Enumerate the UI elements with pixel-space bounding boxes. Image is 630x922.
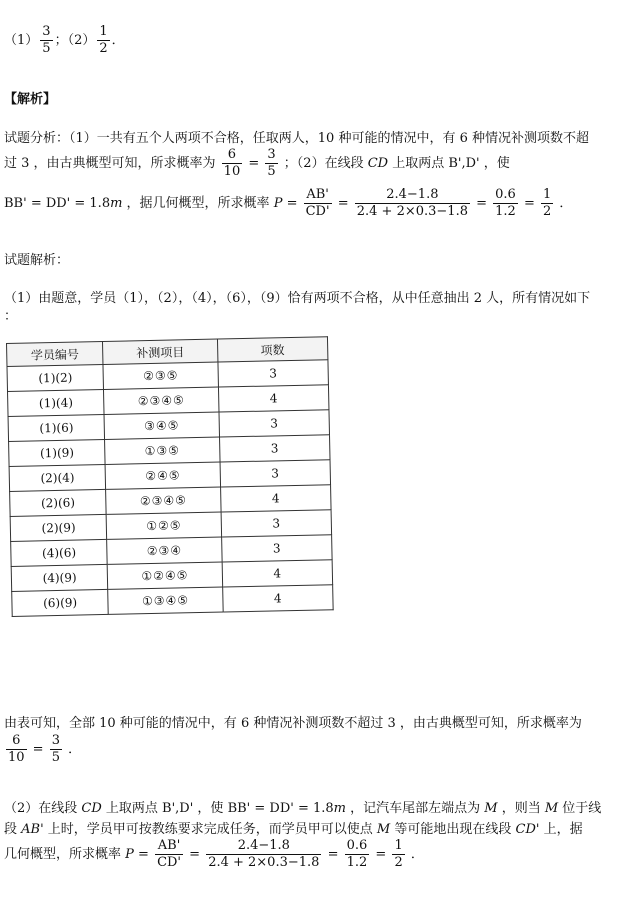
fraction-numerator: 2.4−1.8	[206, 838, 321, 855]
fraction-numerator: 1	[99, 24, 108, 39]
part2-geo-fraction-4	[392, 838, 404, 871]
part2-text: 几何概型，所求概率	[4, 847, 126, 862]
results-table	[6, 336, 334, 617]
part2-text: （2）在线段	[4, 801, 82, 816]
cell-student-id: (2)(6)	[10, 489, 107, 516]
cell-student-id: (1)(6)	[8, 414, 105, 441]
cell-item-count: 3	[220, 460, 331, 487]
part2-end: ．	[406, 847, 424, 862]
table-row	[12, 585, 333, 617]
math-symbol: M	[376, 822, 391, 837]
header-retest-items: 补测项目	[103, 339, 218, 364]
analysis-end: ．	[555, 196, 573, 211]
cell-student-id: (4)(9)	[11, 564, 108, 591]
fraction-denominator: 1.2	[346, 855, 368, 870]
fraction-denominator: CD'	[157, 855, 182, 870]
equals-sign: =	[471, 196, 492, 211]
fraction-numerator: AB'	[304, 187, 332, 204]
conclusion-fraction-a	[6, 733, 27, 766]
equals-sign: =	[28, 742, 48, 757]
cell-retest-items: ①③⑤	[105, 437, 220, 464]
fraction-numerator: 3	[267, 147, 276, 162]
solution-line-1: （1）由题意，学员（1），（2），（4），（6），（9）恰有两项不合格，从中任意抽出 2 人，所有情况如下	[4, 291, 591, 306]
analysis-line-3	[4, 187, 572, 220]
equals-sign: =	[519, 196, 540, 211]
math-symbol: P	[125, 847, 134, 862]
fraction-numerator: 6	[6, 733, 27, 750]
cell-retest-items: ②③④⑤	[106, 487, 221, 514]
cell-student-id: (4)(6)	[11, 539, 108, 566]
part2-text: 段	[4, 822, 22, 837]
cell-item-count: 4	[220, 485, 331, 512]
fraction-numerator: 2.4−1.8	[355, 187, 470, 204]
conclusion-line-2	[4, 733, 81, 766]
part2-geo-fraction-2	[206, 838, 321, 871]
math-symbol: M	[484, 801, 498, 816]
cell-item-count: 3	[219, 435, 330, 462]
equals-sign: =	[244, 156, 264, 171]
answer-fraction-2	[97, 24, 109, 57]
part2-line-1	[4, 797, 601, 816]
conclusion-line-1: 由表可知，全部 10 种可能的情况中，有 6 种情况补测项数不超过 3 ，由古典概型可知，所求概率为	[4, 716, 582, 731]
cell-retest-items: ②③④	[107, 537, 222, 564]
fraction-numerator: 1	[543, 187, 552, 202]
math-symbol: m	[110, 196, 123, 211]
analysis-line-1: 试题分析：（1）一共有五个人两项不合格，任取两人，10 种可能的情况中，有 6 种情况补测项数不超	[4, 131, 589, 146]
fraction-numerator: 0.6	[495, 187, 516, 202]
cell-retest-items: ②③⑤	[103, 362, 218, 389]
analysis-text: ；（2）在线段	[279, 156, 368, 171]
part2-geo-fraction-1	[155, 838, 183, 871]
answer-end: ．	[111, 33, 125, 48]
equals-sign: =	[282, 196, 302, 211]
cell-retest-items: ②③④⑤	[104, 387, 219, 414]
fraction-numerator: 3	[51, 733, 60, 748]
solution-line-1-cont: ：	[4, 309, 18, 324]
cell-item-count: 3	[218, 360, 329, 387]
part2-text: 位于线	[558, 801, 602, 816]
fraction-numerator: 3	[42, 24, 51, 39]
cell-item-count: 4	[218, 385, 329, 412]
cell-retest-items: ②④⑤	[105, 462, 220, 489]
fraction-numerator: 6	[222, 147, 243, 164]
analysis-heading: 【解析】	[4, 92, 57, 107]
math-symbol: CD	[81, 801, 102, 816]
answer-label-1: （1）	[4, 33, 39, 48]
equals-sign: =	[185, 847, 205, 862]
fraction-denominator: CD'	[305, 204, 330, 219]
answer-line	[4, 24, 125, 57]
part2-text: ，则当	[497, 801, 545, 816]
cell-student-id: (2)(4)	[9, 464, 106, 491]
fraction-denominator: 10	[223, 164, 241, 179]
analysis-geo-fraction-1	[304, 187, 332, 220]
fraction-denominator: 10	[8, 750, 25, 765]
part2-text: 上时，学员甲可按教练要求完成任务，而学员甲可以使点	[43, 822, 377, 837]
fraction-denominator: 1.2	[495, 204, 516, 219]
analysis-line-2	[4, 147, 510, 180]
equals-sign: =	[133, 847, 154, 862]
fraction-numerator: 1	[394, 838, 403, 853]
fraction-denominator: 2	[543, 204, 552, 219]
header-student-id: 学员编号	[7, 341, 104, 366]
cell-item-count: 4	[222, 585, 333, 612]
fraction-numerator: AB'	[155, 838, 183, 855]
equals-sign: =	[333, 196, 353, 211]
math-symbol: M	[544, 801, 559, 816]
cell-retest-items: ①②④⑤	[108, 562, 223, 589]
cell-item-count: 3	[221, 535, 332, 562]
cell-student-id: (6)(9)	[12, 589, 109, 616]
math-symbol: P	[273, 196, 283, 211]
part2-text: 上取两点 B',D' ，使 BB' = DD' = 1.8	[101, 801, 334, 816]
math-symbol: AB'	[21, 822, 44, 837]
cell-student-id: (1)(9)	[9, 439, 106, 466]
fraction-numerator: 0.6	[346, 838, 368, 853]
analysis-text: ，据几何概型，所求概率	[122, 196, 274, 211]
cell-retest-items: ③④⑤	[104, 412, 219, 439]
conclusion-fraction-b	[50, 733, 62, 766]
fraction-denominator: 5	[42, 41, 51, 56]
analysis-geo-fraction-3	[493, 187, 518, 220]
cell-student-id: (1)(4)	[8, 389, 105, 416]
fraction-denominator: 2	[99, 41, 108, 56]
analysis-fraction-a	[222, 147, 243, 180]
cell-item-count: 3	[219, 410, 330, 437]
conclusion-end: ．	[64, 742, 82, 757]
fraction-denominator: 2.4 + 2×0.3−1.8	[356, 204, 468, 219]
analysis-text: 过 3 ，由古典概型可知，所求概率为	[4, 156, 220, 171]
equals-sign: =	[323, 847, 343, 862]
part2-text: 等可能地出现在线段	[390, 822, 516, 837]
solution-heading: 试题解析：	[4, 253, 70, 268]
part2-line-3	[4, 838, 424, 871]
answer-separator: ；（2）	[54, 33, 96, 48]
fraction-denominator: 5	[51, 750, 60, 765]
part2-line-2	[4, 818, 583, 837]
fraction-denominator: 2	[394, 855, 403, 870]
cell-item-count: 3	[221, 510, 332, 537]
analysis-fraction-b	[265, 147, 277, 180]
answer-fraction-1	[40, 24, 52, 57]
math-symbol: CD	[367, 156, 389, 171]
part2-geo-fraction-3	[345, 838, 370, 871]
cell-item-count: 4	[222, 560, 333, 587]
equals-sign: =	[371, 847, 391, 862]
math-symbol: m	[333, 801, 346, 816]
header-item-count: 项数	[217, 337, 328, 362]
analysis-geo-fraction-4	[541, 187, 553, 220]
part2-text: ，记汽车尾部左端点为	[345, 801, 485, 816]
cell-student-id: (2)(9)	[10, 514, 107, 541]
fraction-denominator: 5	[267, 164, 276, 179]
analysis-text: 上取两点 B',D' ，使	[388, 156, 510, 171]
cell-retest-items: ①②⑤	[106, 512, 221, 539]
cell-retest-items: ①③④⑤	[108, 587, 223, 614]
analysis-text: BB' = DD' = 1.8	[4, 196, 111, 211]
analysis-geo-fraction-2	[355, 187, 470, 220]
cell-student-id: (1)(2)	[7, 364, 104, 391]
fraction-denominator: 2.4 + 2×0.3−1.8	[208, 855, 320, 870]
part2-text: 上，据	[539, 822, 583, 837]
math-symbol: CD'	[515, 822, 540, 837]
